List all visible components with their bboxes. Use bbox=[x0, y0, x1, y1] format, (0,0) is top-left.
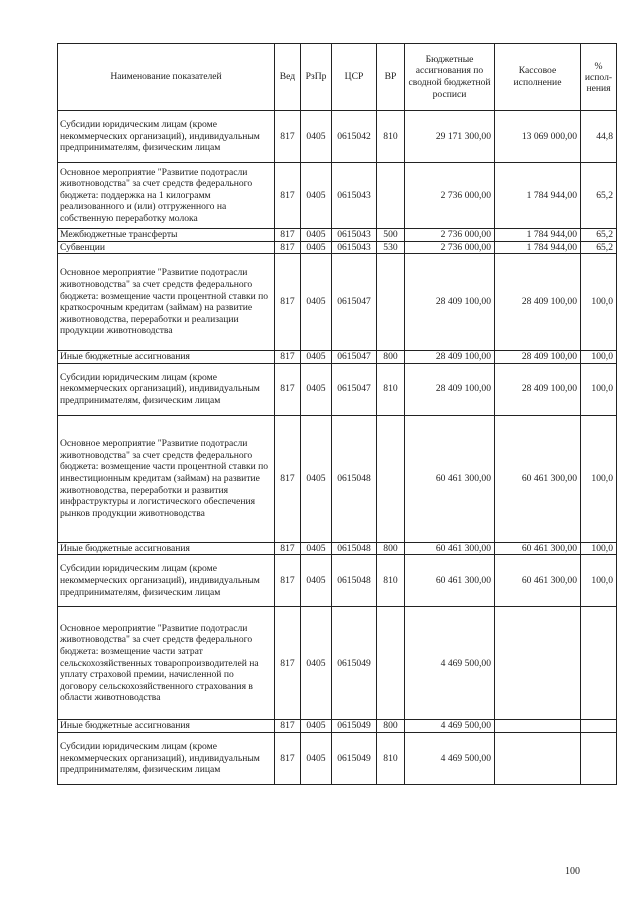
row-csr: 0615043 bbox=[332, 241, 377, 254]
row-name: Иные бюджетные ассигнования bbox=[58, 351, 275, 364]
row-csr: 0615042 bbox=[332, 111, 377, 163]
row-percent: 100,0 bbox=[581, 351, 617, 364]
header-csr: ЦСР bbox=[332, 44, 377, 111]
row-budget: 60 461 300,00 bbox=[405, 555, 495, 607]
row-cash: 1 784 944,00 bbox=[495, 229, 581, 242]
row-vr bbox=[377, 415, 405, 542]
row-budget: 2 736 000,00 bbox=[405, 229, 495, 242]
row-ved: 817 bbox=[275, 555, 301, 607]
row-vr: 800 bbox=[377, 720, 405, 733]
header-cash: Кассовое исполнение bbox=[495, 44, 581, 111]
row-vr: 810 bbox=[377, 732, 405, 784]
row-vr: 810 bbox=[377, 555, 405, 607]
row-percent: 65,2 bbox=[581, 229, 617, 242]
row-cash: 1 784 944,00 bbox=[495, 163, 581, 229]
row-vr bbox=[377, 163, 405, 229]
row-ved: 817 bbox=[275, 254, 301, 351]
header-vr: ВР bbox=[377, 44, 405, 111]
row-cash: 28 409 100,00 bbox=[495, 351, 581, 364]
row-name: Иные бюджетные ассигнования bbox=[58, 542, 275, 555]
row-name: Субсидии юридическим лицам (кроме некоммерческих организаций), индивидуальным предпринимателям, физическим лицам bbox=[58, 555, 275, 607]
row-name: Основное мероприятие "Развитие подотрасли животноводства" за счет средств федерального бюджета: возмещение части затрат сельскохозяйственных товаропроизводителей на уплату страховой премии, начисленной по договору сельскохозяйственного страхования в области животноводства bbox=[58, 607, 275, 720]
row-name: Основное мероприятие "Развитие подотрасли животноводства" за счет средств федерального бюджета: возмещение части процентной ставки по инвестиционным кредитам (займам) на развитие животноводства, переработки и развития инфраструктуры и логистического обеспечения рынков продукции животноводства bbox=[58, 415, 275, 542]
row-budget: 28 409 100,00 bbox=[405, 351, 495, 364]
row-budget: 4 469 500,00 bbox=[405, 732, 495, 784]
row-rzpr: 0405 bbox=[301, 732, 332, 784]
table-row bbox=[58, 542, 617, 555]
header-name: Наименование показателей bbox=[58, 44, 275, 111]
row-csr: 0615047 bbox=[332, 351, 377, 364]
row-percent: 65,2 bbox=[581, 241, 617, 254]
row-rzpr: 0405 bbox=[301, 607, 332, 720]
row-name: Межбюджетные трансферты bbox=[58, 229, 275, 242]
row-rzpr: 0405 bbox=[301, 229, 332, 242]
row-ved: 817 bbox=[275, 720, 301, 733]
row-percent bbox=[581, 607, 617, 720]
row-budget: 4 469 500,00 bbox=[405, 607, 495, 720]
row-csr: 0615049 bbox=[332, 607, 377, 720]
row-rzpr: 0405 bbox=[301, 111, 332, 163]
header-rzpr: РзПр bbox=[301, 44, 332, 111]
row-budget: 28 409 100,00 bbox=[405, 254, 495, 351]
row-cash: 28 409 100,00 bbox=[495, 363, 581, 415]
row-rzpr: 0405 bbox=[301, 415, 332, 542]
row-budget: 2 736 000,00 bbox=[405, 241, 495, 254]
row-cash bbox=[495, 732, 581, 784]
row-cash: 28 409 100,00 bbox=[495, 254, 581, 351]
row-ved: 817 bbox=[275, 607, 301, 720]
table-row bbox=[58, 363, 617, 415]
table-row bbox=[58, 229, 617, 242]
row-rzpr: 0405 bbox=[301, 720, 332, 733]
row-budget: 29 171 300,00 bbox=[405, 111, 495, 163]
row-ved: 817 bbox=[275, 732, 301, 784]
row-ved: 817 bbox=[275, 542, 301, 555]
row-cash: 60 461 300,00 bbox=[495, 555, 581, 607]
table-row bbox=[58, 351, 617, 364]
row-csr: 0615043 bbox=[332, 163, 377, 229]
table-row bbox=[58, 720, 617, 733]
row-percent: 100,0 bbox=[581, 542, 617, 555]
row-budget: 60 461 300,00 bbox=[405, 415, 495, 542]
row-cash: 13 069 000,00 bbox=[495, 111, 581, 163]
row-name: Основное мероприятие "Развитие подотрасли животноводства" за счет средств федерального бюджета: возмещение части процентной ставки по краткосрочным кредитам (займам) на развитие животноводства, переработки и реализации продукции животноводства bbox=[58, 254, 275, 351]
row-csr: 0615048 bbox=[332, 542, 377, 555]
row-csr: 0615048 bbox=[332, 415, 377, 542]
row-ved: 817 bbox=[275, 363, 301, 415]
header-ved: Вед bbox=[275, 44, 301, 111]
row-name: Основное мероприятие "Развитие подотрасли животноводства" за счет средств федерального бюджета: поддержка на 1 килограмм реализованного и (или) отгруженного на собственную переработку молока bbox=[58, 163, 275, 229]
budget-execution-table bbox=[57, 43, 617, 785]
row-vr: 500 bbox=[377, 229, 405, 242]
row-cash bbox=[495, 720, 581, 733]
table-row bbox=[58, 241, 617, 254]
row-cash bbox=[495, 607, 581, 720]
row-vr: 810 bbox=[377, 363, 405, 415]
row-vr: 800 bbox=[377, 351, 405, 364]
row-vr: 530 bbox=[377, 241, 405, 254]
row-vr bbox=[377, 607, 405, 720]
row-rzpr: 0405 bbox=[301, 542, 332, 555]
row-budget: 2 736 000,00 bbox=[405, 163, 495, 229]
row-ved: 817 bbox=[275, 111, 301, 163]
table-row bbox=[58, 415, 617, 542]
row-percent: 100,0 bbox=[581, 363, 617, 415]
row-percent: 44,8 bbox=[581, 111, 617, 163]
row-name: Субсидии юридическим лицам (кроме некоммерческих организаций), индивидуальным предпринимателям, физическим лицам bbox=[58, 111, 275, 163]
table-row bbox=[58, 111, 617, 163]
table-row bbox=[58, 732, 617, 784]
row-csr: 0615049 bbox=[332, 732, 377, 784]
row-csr: 0615048 bbox=[332, 555, 377, 607]
row-budget: 60 461 300,00 bbox=[405, 542, 495, 555]
row-percent bbox=[581, 732, 617, 784]
row-rzpr: 0405 bbox=[301, 254, 332, 351]
row-ved: 817 bbox=[275, 241, 301, 254]
row-ved: 817 bbox=[275, 415, 301, 542]
table-body bbox=[58, 111, 617, 785]
table-header-row bbox=[58, 44, 617, 111]
row-percent: 65,2 bbox=[581, 163, 617, 229]
row-ved: 817 bbox=[275, 163, 301, 229]
row-vr: 810 bbox=[377, 111, 405, 163]
row-csr: 0615049 bbox=[332, 720, 377, 733]
row-percent bbox=[581, 720, 617, 733]
row-rzpr: 0405 bbox=[301, 163, 332, 229]
row-name: Субсидии юридическим лицам (кроме некоммерческих организаций), индивидуальным предпринимателям, физическим лицам bbox=[58, 732, 275, 784]
row-csr: 0615047 bbox=[332, 254, 377, 351]
row-name: Субвенции bbox=[58, 241, 275, 254]
table-row bbox=[58, 163, 617, 229]
row-percent: 100,0 bbox=[581, 254, 617, 351]
row-csr: 0615043 bbox=[332, 229, 377, 242]
row-ved: 817 bbox=[275, 229, 301, 242]
header-budget: Бюджетные ассигнования по сводной бюджетной росписи bbox=[405, 44, 495, 111]
row-rzpr: 0405 bbox=[301, 363, 332, 415]
row-name: Субсидии юридическим лицам (кроме некоммерческих организаций), индивидуальным предпринимателям, физическим лицам bbox=[58, 363, 275, 415]
row-rzpr: 0405 bbox=[301, 241, 332, 254]
table-row bbox=[58, 607, 617, 720]
row-budget: 4 469 500,00 bbox=[405, 720, 495, 733]
row-budget: 28 409 100,00 bbox=[405, 363, 495, 415]
row-percent: 100,0 bbox=[581, 415, 617, 542]
row-name: Иные бюджетные ассигнования bbox=[58, 720, 275, 733]
row-csr: 0615047 bbox=[332, 363, 377, 415]
table-row bbox=[58, 555, 617, 607]
page-number: 100 bbox=[565, 866, 580, 877]
row-vr bbox=[377, 254, 405, 351]
row-percent: 100,0 bbox=[581, 555, 617, 607]
row-cash: 60 461 300,00 bbox=[495, 415, 581, 542]
row-rzpr: 0405 bbox=[301, 555, 332, 607]
header-percent: % испол-нения bbox=[581, 44, 617, 111]
row-cash: 1 784 944,00 bbox=[495, 241, 581, 254]
row-ved: 817 bbox=[275, 351, 301, 364]
row-cash: 60 461 300,00 bbox=[495, 542, 581, 555]
table-row bbox=[58, 254, 617, 351]
row-rzpr: 0405 bbox=[301, 351, 332, 364]
row-vr: 800 bbox=[377, 542, 405, 555]
